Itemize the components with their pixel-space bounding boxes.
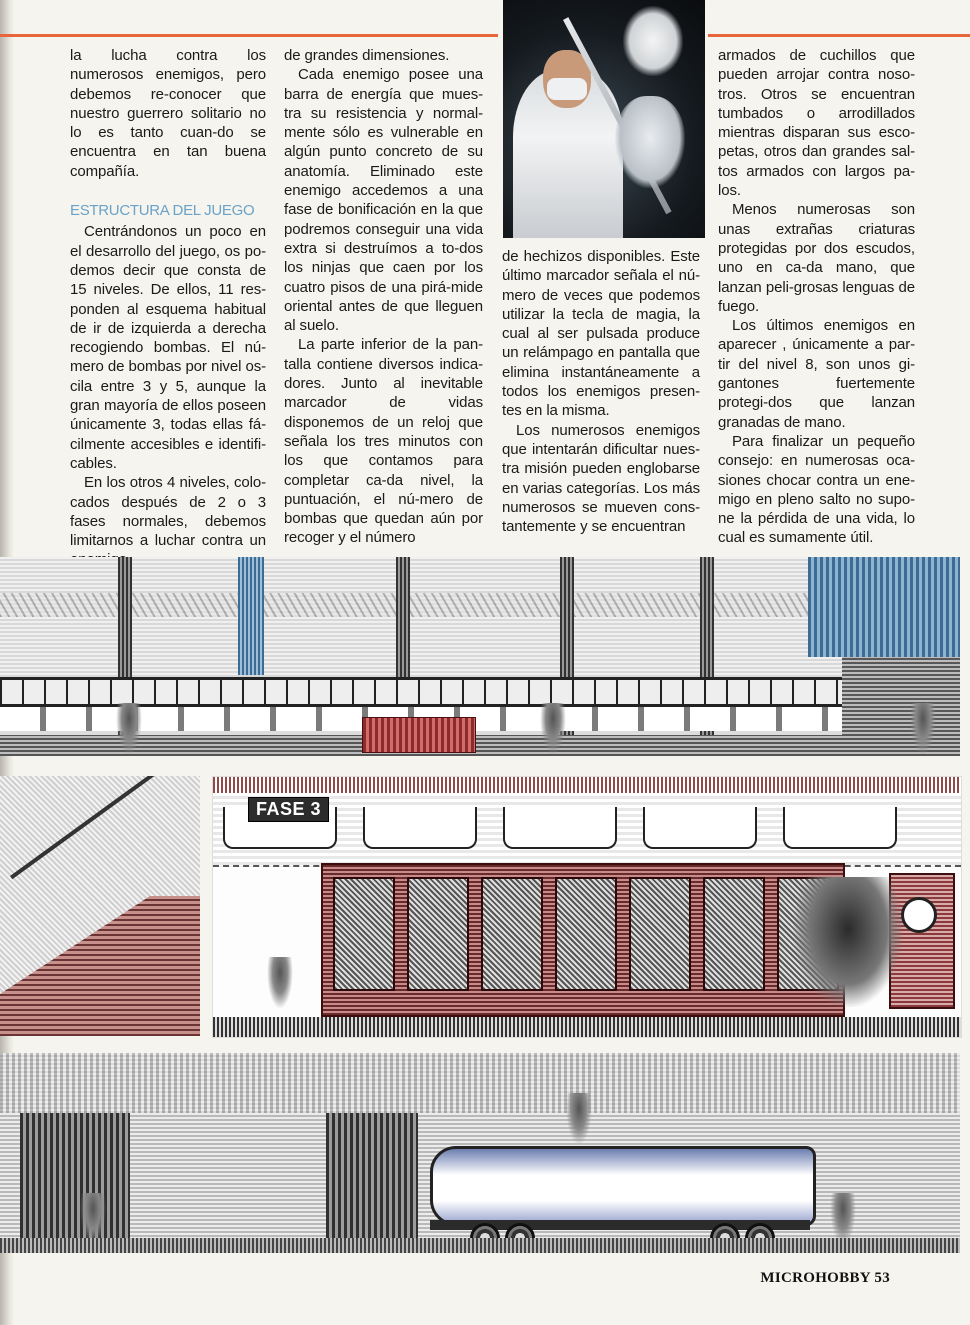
col2-paragraph-1: de grandes dimensiones. (284, 47, 450, 64)
top-rule-left (0, 34, 498, 37)
cover-art-photo (503, 0, 705, 238)
text-column-3 (502, 247, 700, 536)
dark-block (20, 1113, 130, 1238)
dark-block (326, 1113, 418, 1238)
train-floor (213, 1017, 961, 1037)
col4-paragraph-1: armados de cuchillos que pueden arrojar contra noso-tros. Otros se encuentran tumbados o arrodillados mientras disparan sus esco-petas, otros dan grandes sal-tos armados con largos pa-los. (718, 47, 915, 200)
ninja-sprite (116, 703, 142, 755)
overhead-window (643, 807, 757, 849)
window-pane (703, 877, 765, 991)
conveyor-belt (0, 707, 960, 731)
staircase (0, 896, 200, 1036)
ninja-sprite (267, 957, 293, 1009)
phase-label: FASE 3 (248, 797, 329, 822)
ninja-sprite (540, 703, 566, 755)
col4-paragraph-3: Los últimos enemigos en aparecer , únicamente a par-tir del nivel 8, son unos gi-gantones fuertemente protegi-dos que lanzan granadas de mano. (718, 317, 915, 431)
top-rule-right (708, 34, 970, 37)
railing (0, 677, 960, 707)
col4-paragraph-2: Menos numerosas son unas extrañas criaturas protegidas por dos escudos, uno en ca-da mano, que lanzan peli-grosas lenguas de fuego. (718, 201, 915, 315)
window-pane (407, 877, 469, 991)
window-pane (555, 877, 617, 991)
col4-paragraph-4: Para finalizar un pequeño consejo: en numerosas oca-siones chocar contra un ene-migo en pleno salto no supo-ne la pérdida de una vida, lo cual es sumamente útil. (718, 432, 915, 547)
overhead-window (363, 807, 477, 849)
text-column-1 (70, 46, 266, 570)
col3-paragraph-2: Los numerosos enemigos que intentarán dificultar nues-tra misión pueden englobarse en varias categorías. Los más numerosos se mueven cons-tantemente y se encuentran (502, 421, 700, 536)
warrior-mask (547, 78, 587, 100)
leaping-ninja-figure (623, 6, 683, 76)
stair-rail (10, 776, 182, 879)
giant-enemy-sprite (793, 877, 903, 1007)
blue-column (238, 557, 264, 675)
text-column-4 (718, 46, 915, 548)
game-screenshot-factory (0, 557, 960, 756)
col1-paragraph-1: la lucha contra los numerosos enemigos, pero debemos re-conocer que nuestro guerrero solitario no lo es tanto cuan-do se encuentra en tan buena compañía. (70, 47, 266, 180)
window-pane (333, 877, 395, 991)
top-band (213, 777, 961, 793)
col2-paragraph-2: Cada enemigo posee una barra de energía que mues-tra su resistencia y normal-mente sólo es vulnerable en algún punto concreto de su anatomía. Eliminado este enemigo accedemos a una fase de bonificación en la que podremos conseguir una vida extra si destruímos a to-dos los ninjas que caen por los cuatro pisos de una pirá-mide oriental antes de que lleguen al suelo. (284, 66, 483, 335)
tanker-trailer (430, 1146, 816, 1226)
window-pane (629, 877, 691, 991)
enemy-sprite (910, 703, 936, 755)
door-porthole (901, 897, 937, 933)
page-footer (760, 1270, 890, 1287)
train-wall (321, 863, 845, 1017)
col1-paragraph-2: Centrándonos un poco en el desarrollo del juego, os po-demos decir que consta de 15 niveles. De ellos, 11 res-ponden al esquema habitual de ir de izquierda a derecha recogiendo bombas. El nú-mero de bombas por nivel os-cila entre 3 y 5, aunque la gran mayoría de ellos poseen únicamente 3, todas ellas fá-cilmente accesibles e identifi-cables. (70, 223, 266, 472)
overhead-window (503, 807, 617, 849)
blue-shutter-panel (808, 557, 960, 657)
magazine-name: MICROHOBBY (760, 1270, 871, 1286)
text-column-2 (284, 46, 483, 548)
red-machine (362, 717, 476, 753)
section-heading: ESTRUCTURA DEL JUEGO (70, 202, 255, 220)
upper-wall (0, 1053, 960, 1113)
game-screenshot-stairs (0, 776, 200, 1036)
white-wolf-figure (615, 96, 685, 188)
factory-floor (0, 735, 960, 756)
street-ground (0, 1238, 960, 1253)
enemy-sprite (566, 1093, 592, 1145)
col3-paragraph-1: de hechizos disponibles. Este último marcador señala el nú-mero de veces que podemos utilizar la tecla de magia, la cual al ser pulsada produce un relámpago en pantalla que elimina instantáneamente a todos los enemigos presen-tes en la misma. (502, 248, 700, 420)
page-number: 53 (874, 1270, 890, 1286)
game-screenshot-truck (0, 1053, 960, 1253)
window-pane (481, 877, 543, 991)
col2-paragraph-3: La parte inferior de la pan-talla contiene diversos indica-dores. Junto al inevitable marcador de vidas disponemos de un reloj que señala los tres minutos con los que contamos para completar ca-da nivel, la puntuación, el nú-mero de bombas que quedan aún por recoger y el número (284, 336, 483, 547)
col1-paragraph-3: En los otros 4 niveles, colo-cados después de 2 o 3 fases normales, debemos limitarnos a luchar contra un (70, 474, 266, 550)
overhead-window (783, 807, 897, 849)
